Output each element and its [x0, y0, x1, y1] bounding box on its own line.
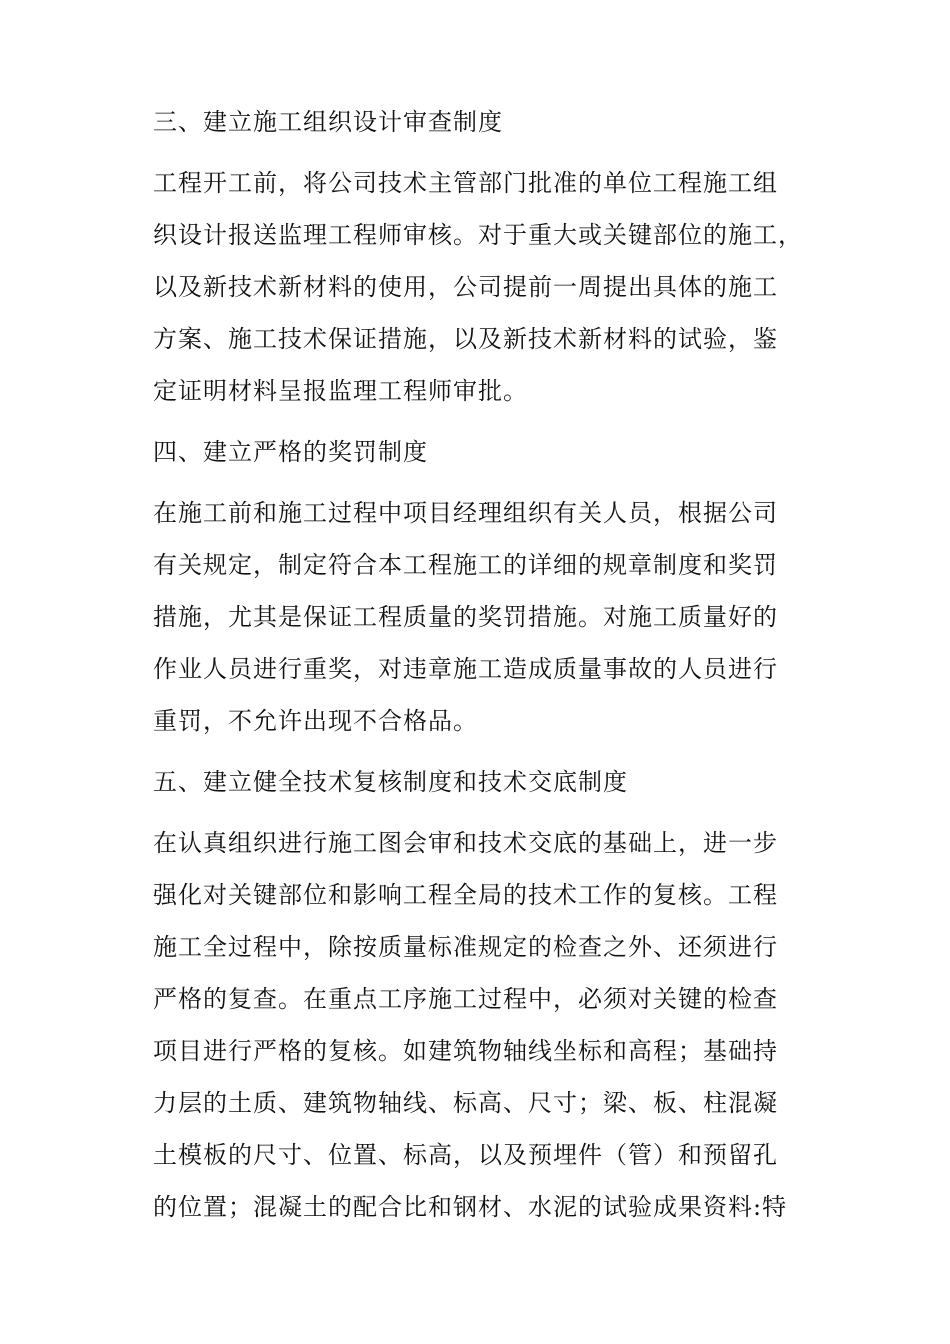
- paragraph-line: 措施，尤其是保证工程质量的奖罚措施。对施工质量好的: [153, 603, 778, 631]
- paragraph-line: 在施工前和施工过程中项目经理组织有关人员，根据公司: [153, 499, 778, 527]
- paragraph-line: 的位置；混凝土的配合比和钢材、水泥的试验成果资料:特: [153, 1193, 788, 1221]
- section-heading-4: 四、建立严格的奖罚制度: [153, 438, 428, 466]
- spacer: [153, 808, 801, 817]
- paragraph-line: 土模板的尺寸、位置、标高，以及预埋件（管）和预留孔: [153, 1141, 778, 1169]
- section-paragraph-4: [153, 487, 801, 747]
- paragraph-line: 定证明材料呈报监理工程师审批。: [153, 377, 528, 405]
- spacer: [153, 478, 801, 487]
- spacer: [153, 747, 801, 756]
- paragraph-line: 重罚，不允许出现不合格品。: [153, 707, 478, 735]
- paragraph-line: 工程开工前，将公司技术主管部门批准的单位工程施工组: [153, 169, 778, 197]
- paragraph-line: 严格的复查。在重点工序施工过程中，必须对关键的检查: [153, 985, 778, 1013]
- section-paragraph-3: [153, 157, 801, 417]
- paragraph-line: 方案、施工技术保证措施，以及新技术新材料的试验，鉴: [153, 325, 778, 353]
- section-heading-3: 三、建立施工组织设计审查制度: [153, 108, 503, 136]
- paragraph-line: 以及新技术新材料的使用，公司提前一周提出具体的施工: [153, 273, 778, 301]
- paragraph-line: 力层的土质、建筑物轴线、标高、尺寸；梁、板、柱混凝: [153, 1089, 778, 1117]
- paragraph-line: 有关规定，制定符合本工程施工的详细的规章制度和奖罚: [153, 551, 778, 579]
- document-body: [153, 96, 801, 1233]
- paragraph-line: 项目进行严格的复核。如建筑物轴线坐标和高程；基础持: [153, 1037, 778, 1065]
- section-heading-5: 五、建立健全技术复核制度和技术交底制度: [153, 768, 628, 796]
- paragraph-line: 在认真组织进行施工图会审和技术交底的基础上，进一步: [153, 829, 778, 857]
- paragraph-line: 强化对关键部位和影响工程全局的技术工作的复核。工程: [153, 881, 778, 909]
- spacer: [153, 417, 801, 426]
- spacer: [153, 148, 801, 157]
- paragraph-line: 织设计报送监理工程师审核。对于重大或关键部位的施工，: [153, 221, 803, 249]
- paragraph-line: 作业人员进行重奖，对违章施工造成质量事故的人员进行: [153, 655, 778, 683]
- paragraph-line: 施工全过程中，除按质量标准规定的检查之外、还须进行: [153, 933, 778, 961]
- section-paragraph-5: [153, 817, 801, 1233]
